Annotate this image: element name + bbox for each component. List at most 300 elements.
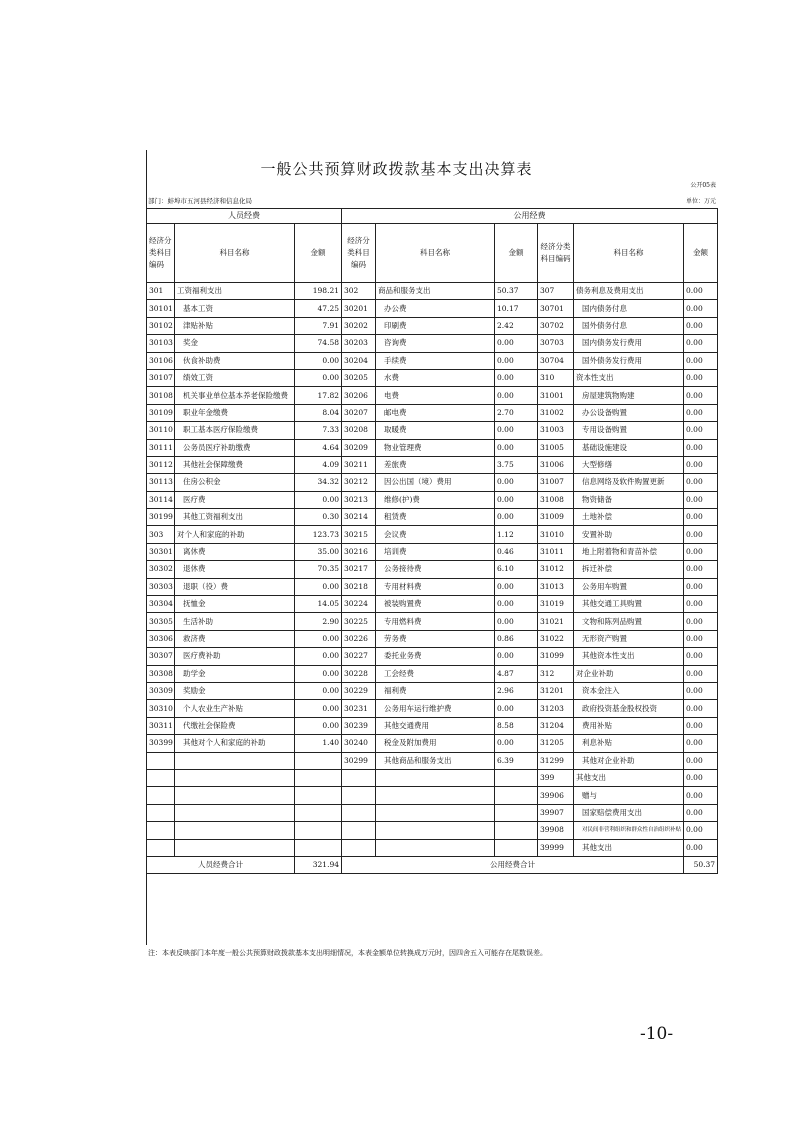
cell-p-amount: 14.05 xyxy=(295,596,342,613)
cell-g2-amount: 0.00 xyxy=(684,596,718,613)
cell-g1-code: 30218 xyxy=(342,578,376,595)
cell-g2-name: 其他支出 xyxy=(574,769,684,786)
cell-g1-code xyxy=(342,787,376,804)
cell-g1-name: 租赁费 xyxy=(376,509,495,526)
cell-p-code: 30307 xyxy=(147,648,175,665)
cell-g1-code: 302 xyxy=(342,283,376,300)
cell-g1-name: 专用燃料费 xyxy=(376,613,495,630)
cell-g2-code: 31001 xyxy=(538,387,574,404)
cell-g1-code: 30212 xyxy=(342,474,376,491)
cell-g1-name: 电费 xyxy=(376,387,495,404)
table-row xyxy=(147,543,718,560)
cell-g1-name xyxy=(376,839,495,856)
table-row xyxy=(147,735,718,752)
cell-p-amount: 0.00 xyxy=(295,665,342,682)
cell-g1-amount: 0.00 xyxy=(495,352,538,369)
cell-g1-amount: 3.75 xyxy=(495,456,538,473)
cell-g2-name: 其他对企业补助 xyxy=(574,752,684,769)
cell-g2-code: 39907 xyxy=(538,804,574,821)
cell-g2-amount: 0.00 xyxy=(684,717,718,734)
cell-g2-name: 大型修缮 xyxy=(574,456,684,473)
table-row xyxy=(147,769,718,786)
table-row xyxy=(147,456,718,473)
cell-g2-code: 31007 xyxy=(538,474,574,491)
cell-g1-code xyxy=(342,839,376,856)
cell-p-name: 离休费 xyxy=(175,543,295,560)
cell-g1-amount: 4.87 xyxy=(495,665,538,682)
cell-g2-name: 信息网络及软件购置更新 xyxy=(574,474,684,491)
cell-p-code: 30102 xyxy=(147,317,175,334)
cell-p-amount: 7.91 xyxy=(295,317,342,334)
cell-g2-amount: 0.00 xyxy=(684,613,718,630)
cell-p-name: 奖励金 xyxy=(175,682,295,699)
cell-g1-name: 维修(护)费 xyxy=(376,491,495,508)
cell-p-name: 对个人和家庭的补助 xyxy=(175,526,295,543)
cell-g1-amount xyxy=(495,839,538,856)
cell-g2-code: 31299 xyxy=(538,752,574,769)
cell-p-code: 30305 xyxy=(147,613,175,630)
header-p-amount: 金额 xyxy=(295,224,342,283)
cell-g1-amount xyxy=(495,787,538,804)
cell-p-amount: 0.30 xyxy=(295,509,342,526)
header-g2-amount: 金额 xyxy=(684,224,718,283)
cell-g2-code: 310 xyxy=(538,369,574,386)
section-public: 公用经费 xyxy=(342,209,718,224)
table-row xyxy=(147,369,718,386)
cell-g2-code: 30703 xyxy=(538,335,574,352)
cell-p-amount xyxy=(295,769,342,786)
cell-g2-amount: 0.00 xyxy=(684,630,718,647)
cell-g2-name: 土地补偿 xyxy=(574,509,684,526)
cell-g1-name: 福利费 xyxy=(376,682,495,699)
cell-p-name: 医疗费补助 xyxy=(175,648,295,665)
cell-g2-code: 31205 xyxy=(538,735,574,752)
cell-g1-amount: 6.39 xyxy=(495,752,538,769)
cell-p-name: 职业年金缴费 xyxy=(175,404,295,421)
table-row xyxy=(147,700,718,717)
cell-g1-name: 税金及附加费用 xyxy=(376,735,495,752)
cell-g1-amount: 2.42 xyxy=(495,317,538,334)
cell-g1-code: 30217 xyxy=(342,561,376,578)
cell-g1-name: 被装购置费 xyxy=(376,596,495,613)
cell-g1-amount: 0.00 xyxy=(495,369,538,386)
cell-g1-code: 30207 xyxy=(342,404,376,421)
cell-g1-name: 公务用车运行维护费 xyxy=(376,700,495,717)
cell-p-code: 30310 xyxy=(147,700,175,717)
cell-p-name: 机关事业单位基本养老保险缴费 xyxy=(175,387,295,404)
cell-p-amount: 0.00 xyxy=(295,648,342,665)
cell-g1-amount: 0.00 xyxy=(495,648,538,665)
header-g2-code: 经济分类科目编码 xyxy=(538,224,574,283)
cell-g1-code: 30202 xyxy=(342,317,376,334)
cell-g2-amount: 0.00 xyxy=(684,682,718,699)
cell-p-code: 30303 xyxy=(147,578,175,595)
personnel-total-label: 人员经费合计 xyxy=(147,856,295,873)
cell-g1-name: 其他交通费用 xyxy=(376,717,495,734)
cell-p-amount: 34.32 xyxy=(295,474,342,491)
cell-g2-amount: 0.00 xyxy=(684,561,718,578)
cell-g1-name: 手续费 xyxy=(376,352,495,369)
cell-g2-code: 399 xyxy=(538,769,574,786)
cell-p-code: 30301 xyxy=(147,543,175,560)
header-g1-amount: 金额 xyxy=(495,224,538,283)
cell-p-amount: 4.64 xyxy=(295,439,342,456)
header-p-code: 经济分类科目编码 xyxy=(147,224,175,283)
cell-g2-name: 费用补贴 xyxy=(574,717,684,734)
expenditure-table xyxy=(146,208,718,874)
department-label: 部门：蚌埠市五河县经济和信息化局 xyxy=(148,197,252,205)
cell-g1-amount: 50.37 xyxy=(495,283,538,300)
cell-g2-code: 30704 xyxy=(538,352,574,369)
cell-g2-code: 31002 xyxy=(538,404,574,421)
cell-g1-code: 30239 xyxy=(342,717,376,734)
cell-p-amount: 123.73 xyxy=(295,526,342,543)
cell-g2-code: 39999 xyxy=(538,839,574,856)
cell-p-code xyxy=(147,822,175,839)
cell-g1-name: 专用材料费 xyxy=(376,578,495,595)
cell-g2-amount: 0.00 xyxy=(684,300,718,317)
cell-g2-name: 基础设施建设 xyxy=(574,439,684,456)
cell-p-code xyxy=(147,752,175,769)
cell-g1-code: 30227 xyxy=(342,648,376,665)
cell-g2-amount: 0.00 xyxy=(684,439,718,456)
cell-p-name: 职工基本医疗保险缴费 xyxy=(175,422,295,439)
cell-g1-name: 物业管理费 xyxy=(376,439,495,456)
cell-g1-name: 培训费 xyxy=(376,543,495,560)
cell-g1-code: 30214 xyxy=(342,509,376,526)
table-row xyxy=(147,752,718,769)
cell-p-code: 30302 xyxy=(147,561,175,578)
cell-p-name: 津贴补贴 xyxy=(175,317,295,334)
cell-g1-amount: 1.12 xyxy=(495,526,538,543)
header-g1-name: 科目名称 xyxy=(376,224,495,283)
cell-g1-code xyxy=(342,822,376,839)
table-row xyxy=(147,526,718,543)
totals-row xyxy=(147,856,718,873)
cell-p-code: 30109 xyxy=(147,404,175,421)
table-row xyxy=(147,787,718,804)
cell-g1-name xyxy=(376,787,495,804)
cell-g2-name: 国外债务付息 xyxy=(574,317,684,334)
cell-g1-amount: 2.96 xyxy=(495,682,538,699)
cell-g2-name: 办公设备购置 xyxy=(574,404,684,421)
table-row xyxy=(147,648,718,665)
cell-p-amount: 0.00 xyxy=(295,352,342,369)
cell-g1-code: 30229 xyxy=(342,682,376,699)
cell-g1-amount: 0.86 xyxy=(495,630,538,647)
table-row xyxy=(147,822,718,839)
column-header-row xyxy=(147,224,718,283)
cell-p-name: 住房公积金 xyxy=(175,474,295,491)
cell-p-name: 救济费 xyxy=(175,630,295,647)
cell-g2-amount: 0.00 xyxy=(684,474,718,491)
table-row xyxy=(147,439,718,456)
cell-g1-code: 30201 xyxy=(342,300,376,317)
cell-g2-code: 31010 xyxy=(538,526,574,543)
cell-p-amount: 0.00 xyxy=(295,369,342,386)
header-g1-code: 经济分类科目编码 xyxy=(342,224,376,283)
cell-g2-name: 拆迁补偿 xyxy=(574,561,684,578)
cell-g2-amount: 0.00 xyxy=(684,317,718,334)
cell-p-code: 30114 xyxy=(147,491,175,508)
cell-p-code: 30113 xyxy=(147,474,175,491)
cell-g1-name xyxy=(376,769,495,786)
table-row xyxy=(147,578,718,595)
cell-g1-amount xyxy=(495,769,538,786)
cell-g1-amount: 2.70 xyxy=(495,404,538,421)
cell-p-code: 30199 xyxy=(147,509,175,526)
cell-p-code xyxy=(147,839,175,856)
table-row xyxy=(147,613,718,630)
cell-p-name: 绩效工资 xyxy=(175,369,295,386)
public-total-value: 50.37 xyxy=(684,856,718,873)
cell-g1-amount xyxy=(495,804,538,821)
cell-g2-amount: 0.00 xyxy=(684,839,718,856)
header-p-name: 科目名称 xyxy=(175,224,295,283)
cell-g2-amount: 0.00 xyxy=(684,509,718,526)
cell-g1-amount: 6.10 xyxy=(495,561,538,578)
cell-g1-code: 30240 xyxy=(342,735,376,752)
table-row xyxy=(147,804,718,821)
cell-g2-code: 31204 xyxy=(538,717,574,734)
cell-g2-code: 31021 xyxy=(538,613,574,630)
table-row xyxy=(147,665,718,682)
cell-g2-name: 房屋建筑物购建 xyxy=(574,387,684,404)
cell-g2-amount: 0.00 xyxy=(684,335,718,352)
cell-g1-name xyxy=(376,804,495,821)
cell-p-code: 30111 xyxy=(147,439,175,456)
table-row xyxy=(147,300,718,317)
cell-p-code: 30110 xyxy=(147,422,175,439)
cell-g2-code: 30701 xyxy=(538,300,574,317)
cell-g2-code: 31003 xyxy=(538,422,574,439)
cell-g2-amount: 0.00 xyxy=(684,387,718,404)
public-total-label: 公用经费合计 xyxy=(342,856,684,873)
cell-g2-amount: 0.00 xyxy=(684,700,718,717)
cell-g1-amount: 0.00 xyxy=(495,509,538,526)
cell-g1-amount: 0.46 xyxy=(495,543,538,560)
cell-p-amount: 35.00 xyxy=(295,543,342,560)
cell-g2-amount: 0.00 xyxy=(684,352,718,369)
cell-g2-code: 31201 xyxy=(538,682,574,699)
cell-g1-code: 30206 xyxy=(342,387,376,404)
table-row xyxy=(147,474,718,491)
cell-g1-name: 因公出国（境）费用 xyxy=(376,474,495,491)
cell-p-name xyxy=(175,787,295,804)
cell-p-name: 生活补助 xyxy=(175,613,295,630)
cell-p-name: 其他工资福利支出 xyxy=(175,509,295,526)
cell-g1-code: 30211 xyxy=(342,456,376,473)
cell-g2-code: 31008 xyxy=(538,491,574,508)
table-row xyxy=(147,335,718,352)
cell-p-name: 退休费 xyxy=(175,561,295,578)
table-row xyxy=(147,839,718,856)
cell-g2-name: 对民间非营利组织和群众性自治组织补贴 xyxy=(574,822,684,839)
cell-p-name xyxy=(175,822,295,839)
cell-g1-code: 30205 xyxy=(342,369,376,386)
cell-g2-code: 31099 xyxy=(538,648,574,665)
cell-g2-code: 31006 xyxy=(538,456,574,473)
cell-p-name: 退职（役）费 xyxy=(175,578,295,595)
section-personnel: 人员经费 xyxy=(147,209,342,224)
cell-g2-name: 物资储备 xyxy=(574,491,684,508)
cell-p-name: 助学金 xyxy=(175,665,295,682)
cell-g2-amount: 0.00 xyxy=(684,369,718,386)
cell-p-code xyxy=(147,804,175,821)
cell-g2-name: 国内债务付息 xyxy=(574,300,684,317)
cell-p-code: 30399 xyxy=(147,735,175,752)
cell-p-code: 301 xyxy=(147,283,175,300)
cell-p-code: 30304 xyxy=(147,596,175,613)
cell-p-code xyxy=(147,787,175,804)
table-row xyxy=(147,317,718,334)
cell-p-name: 奖金 xyxy=(175,335,295,352)
cell-g2-amount: 0.00 xyxy=(684,422,718,439)
cell-g2-amount: 0.00 xyxy=(684,752,718,769)
cell-g1-name: 印刷费 xyxy=(376,317,495,334)
cell-g2-code: 307 xyxy=(538,283,574,300)
cell-p-name: 医疗费 xyxy=(175,491,295,508)
cell-g1-name: 咨询费 xyxy=(376,335,495,352)
cell-p-code xyxy=(147,769,175,786)
cell-p-code: 30107 xyxy=(147,369,175,386)
cell-p-amount: 0.00 xyxy=(295,491,342,508)
cell-g2-amount: 0.00 xyxy=(684,283,718,300)
cell-g1-amount: 0.00 xyxy=(495,613,538,630)
cell-g1-name: 水费 xyxy=(376,369,495,386)
cell-g2-amount: 0.00 xyxy=(684,578,718,595)
cell-p-amount: 17.82 xyxy=(295,387,342,404)
cell-g2-name: 其他支出 xyxy=(574,839,684,856)
cell-p-amount: 70.35 xyxy=(295,561,342,578)
cell-g2-amount: 0.00 xyxy=(684,526,718,543)
cell-p-name: 公务员医疗补助缴费 xyxy=(175,439,295,456)
form-number: 公开05表 xyxy=(690,182,716,189)
cell-p-name xyxy=(175,752,295,769)
cell-g1-amount: 0.00 xyxy=(495,700,538,717)
cell-g1-code: 30203 xyxy=(342,335,376,352)
cell-g2-code: 31019 xyxy=(538,596,574,613)
cell-g1-amount: 8.58 xyxy=(495,717,538,734)
cell-g2-name: 资本金注入 xyxy=(574,682,684,699)
cell-p-amount: 4.09 xyxy=(295,456,342,473)
cell-g1-name: 其他商品和服务支出 xyxy=(376,752,495,769)
cell-g1-amount: 10.17 xyxy=(495,300,538,317)
table-row xyxy=(147,682,718,699)
cell-g2-code: 31012 xyxy=(538,561,574,578)
table-row xyxy=(147,630,718,647)
cell-p-code: 30112 xyxy=(147,456,175,473)
cell-p-amount: 7.33 xyxy=(295,422,342,439)
cell-p-amount: 47.25 xyxy=(295,300,342,317)
cell-g1-name: 办公费 xyxy=(376,300,495,317)
cell-g2-code: 39908 xyxy=(538,822,574,839)
table-row xyxy=(147,404,718,421)
cell-g2-amount: 0.00 xyxy=(684,491,718,508)
cell-g1-code: 30225 xyxy=(342,613,376,630)
cell-g1-name: 委托业务费 xyxy=(376,648,495,665)
cell-p-amount: 0.00 xyxy=(295,578,342,595)
cell-g2-code: 30702 xyxy=(538,317,574,334)
cell-g1-name: 公务接待费 xyxy=(376,561,495,578)
cell-p-amount: 2.90 xyxy=(295,613,342,630)
cell-g2-amount: 0.00 xyxy=(684,769,718,786)
cell-g1-amount: 0.00 xyxy=(495,439,538,456)
cell-p-amount xyxy=(295,839,342,856)
cell-g1-name: 工会经费 xyxy=(376,665,495,682)
cell-g2-name: 其他交通工具购置 xyxy=(574,596,684,613)
cell-g2-name: 其他资本性支出 xyxy=(574,648,684,665)
table-row xyxy=(147,283,718,300)
cell-g1-amount xyxy=(495,822,538,839)
cell-g1-code: 30228 xyxy=(342,665,376,682)
page-number: -10- xyxy=(640,1024,674,1044)
cell-g1-amount: 0.00 xyxy=(495,335,538,352)
unit-label: 单位：万元 xyxy=(685,198,716,205)
cell-g2-code: 312 xyxy=(538,665,574,682)
cell-g2-name: 赠与 xyxy=(574,787,684,804)
cell-g1-amount: 0.00 xyxy=(495,578,538,595)
cell-p-name xyxy=(175,769,295,786)
cell-p-amount xyxy=(295,822,342,839)
cell-g2-amount: 0.00 xyxy=(684,787,718,804)
cell-p-name: 基本工资 xyxy=(175,300,295,317)
cell-g1-code: 30209 xyxy=(342,439,376,456)
cell-p-amount: 0.00 xyxy=(295,630,342,647)
cell-g2-name: 债务利息及费用支出 xyxy=(574,283,684,300)
cell-g2-code: 31203 xyxy=(538,700,574,717)
table-row xyxy=(147,422,718,439)
cell-p-code: 30101 xyxy=(147,300,175,317)
cell-p-name: 工资福利支出 xyxy=(175,283,295,300)
cell-g1-code: 30208 xyxy=(342,422,376,439)
cell-p-amount: 0.00 xyxy=(295,700,342,717)
cell-g2-code: 31013 xyxy=(538,578,574,595)
cell-p-name: 个人农业生产补贴 xyxy=(175,700,295,717)
cell-p-amount xyxy=(295,804,342,821)
cell-p-amount xyxy=(295,787,342,804)
cell-g1-amount: 0.00 xyxy=(495,596,538,613)
cell-g2-name: 政府投资基金股权投资 xyxy=(574,700,684,717)
cell-g1-code: 30213 xyxy=(342,491,376,508)
table-row xyxy=(147,387,718,404)
personnel-total-value: 321.94 xyxy=(295,856,342,873)
cell-g2-amount: 0.00 xyxy=(684,735,718,752)
footnote: 注：本表反映部门本年度一般公共预算财政拨款基本支出明细情况，本表金额单位转换成万元时，因四舍五入可能存在尾数误差。 xyxy=(148,949,547,957)
cell-p-code: 30306 xyxy=(147,630,175,647)
cell-g1-code: 30299 xyxy=(342,752,376,769)
cell-p-amount: 0.00 xyxy=(295,682,342,699)
cell-g2-name: 国内债务发行费用 xyxy=(574,335,684,352)
cell-p-name: 其他对个人和家庭的补助 xyxy=(175,735,295,752)
cell-g2-code: 31005 xyxy=(538,439,574,456)
cell-g2-name: 国外债务发行费用 xyxy=(574,352,684,369)
cell-g2-code: 31011 xyxy=(538,543,574,560)
cell-g1-name: 取暖费 xyxy=(376,422,495,439)
table-row xyxy=(147,509,718,526)
cell-g2-name: 地上附着物和青苗补偿 xyxy=(574,543,684,560)
cell-p-name xyxy=(175,839,295,856)
cell-p-amount: 1.40 xyxy=(295,735,342,752)
table-title: 一般公共预算财政拨款基本支出决算表 xyxy=(260,160,533,178)
cell-p-amount: 74.58 xyxy=(295,335,342,352)
cell-p-amount: 8.04 xyxy=(295,404,342,421)
cell-g2-amount: 0.00 xyxy=(684,456,718,473)
cell-p-code: 30308 xyxy=(147,665,175,682)
cell-p-code: 30309 xyxy=(147,682,175,699)
cell-g1-code: 30215 xyxy=(342,526,376,543)
cell-g1-amount: 0.00 xyxy=(495,387,538,404)
